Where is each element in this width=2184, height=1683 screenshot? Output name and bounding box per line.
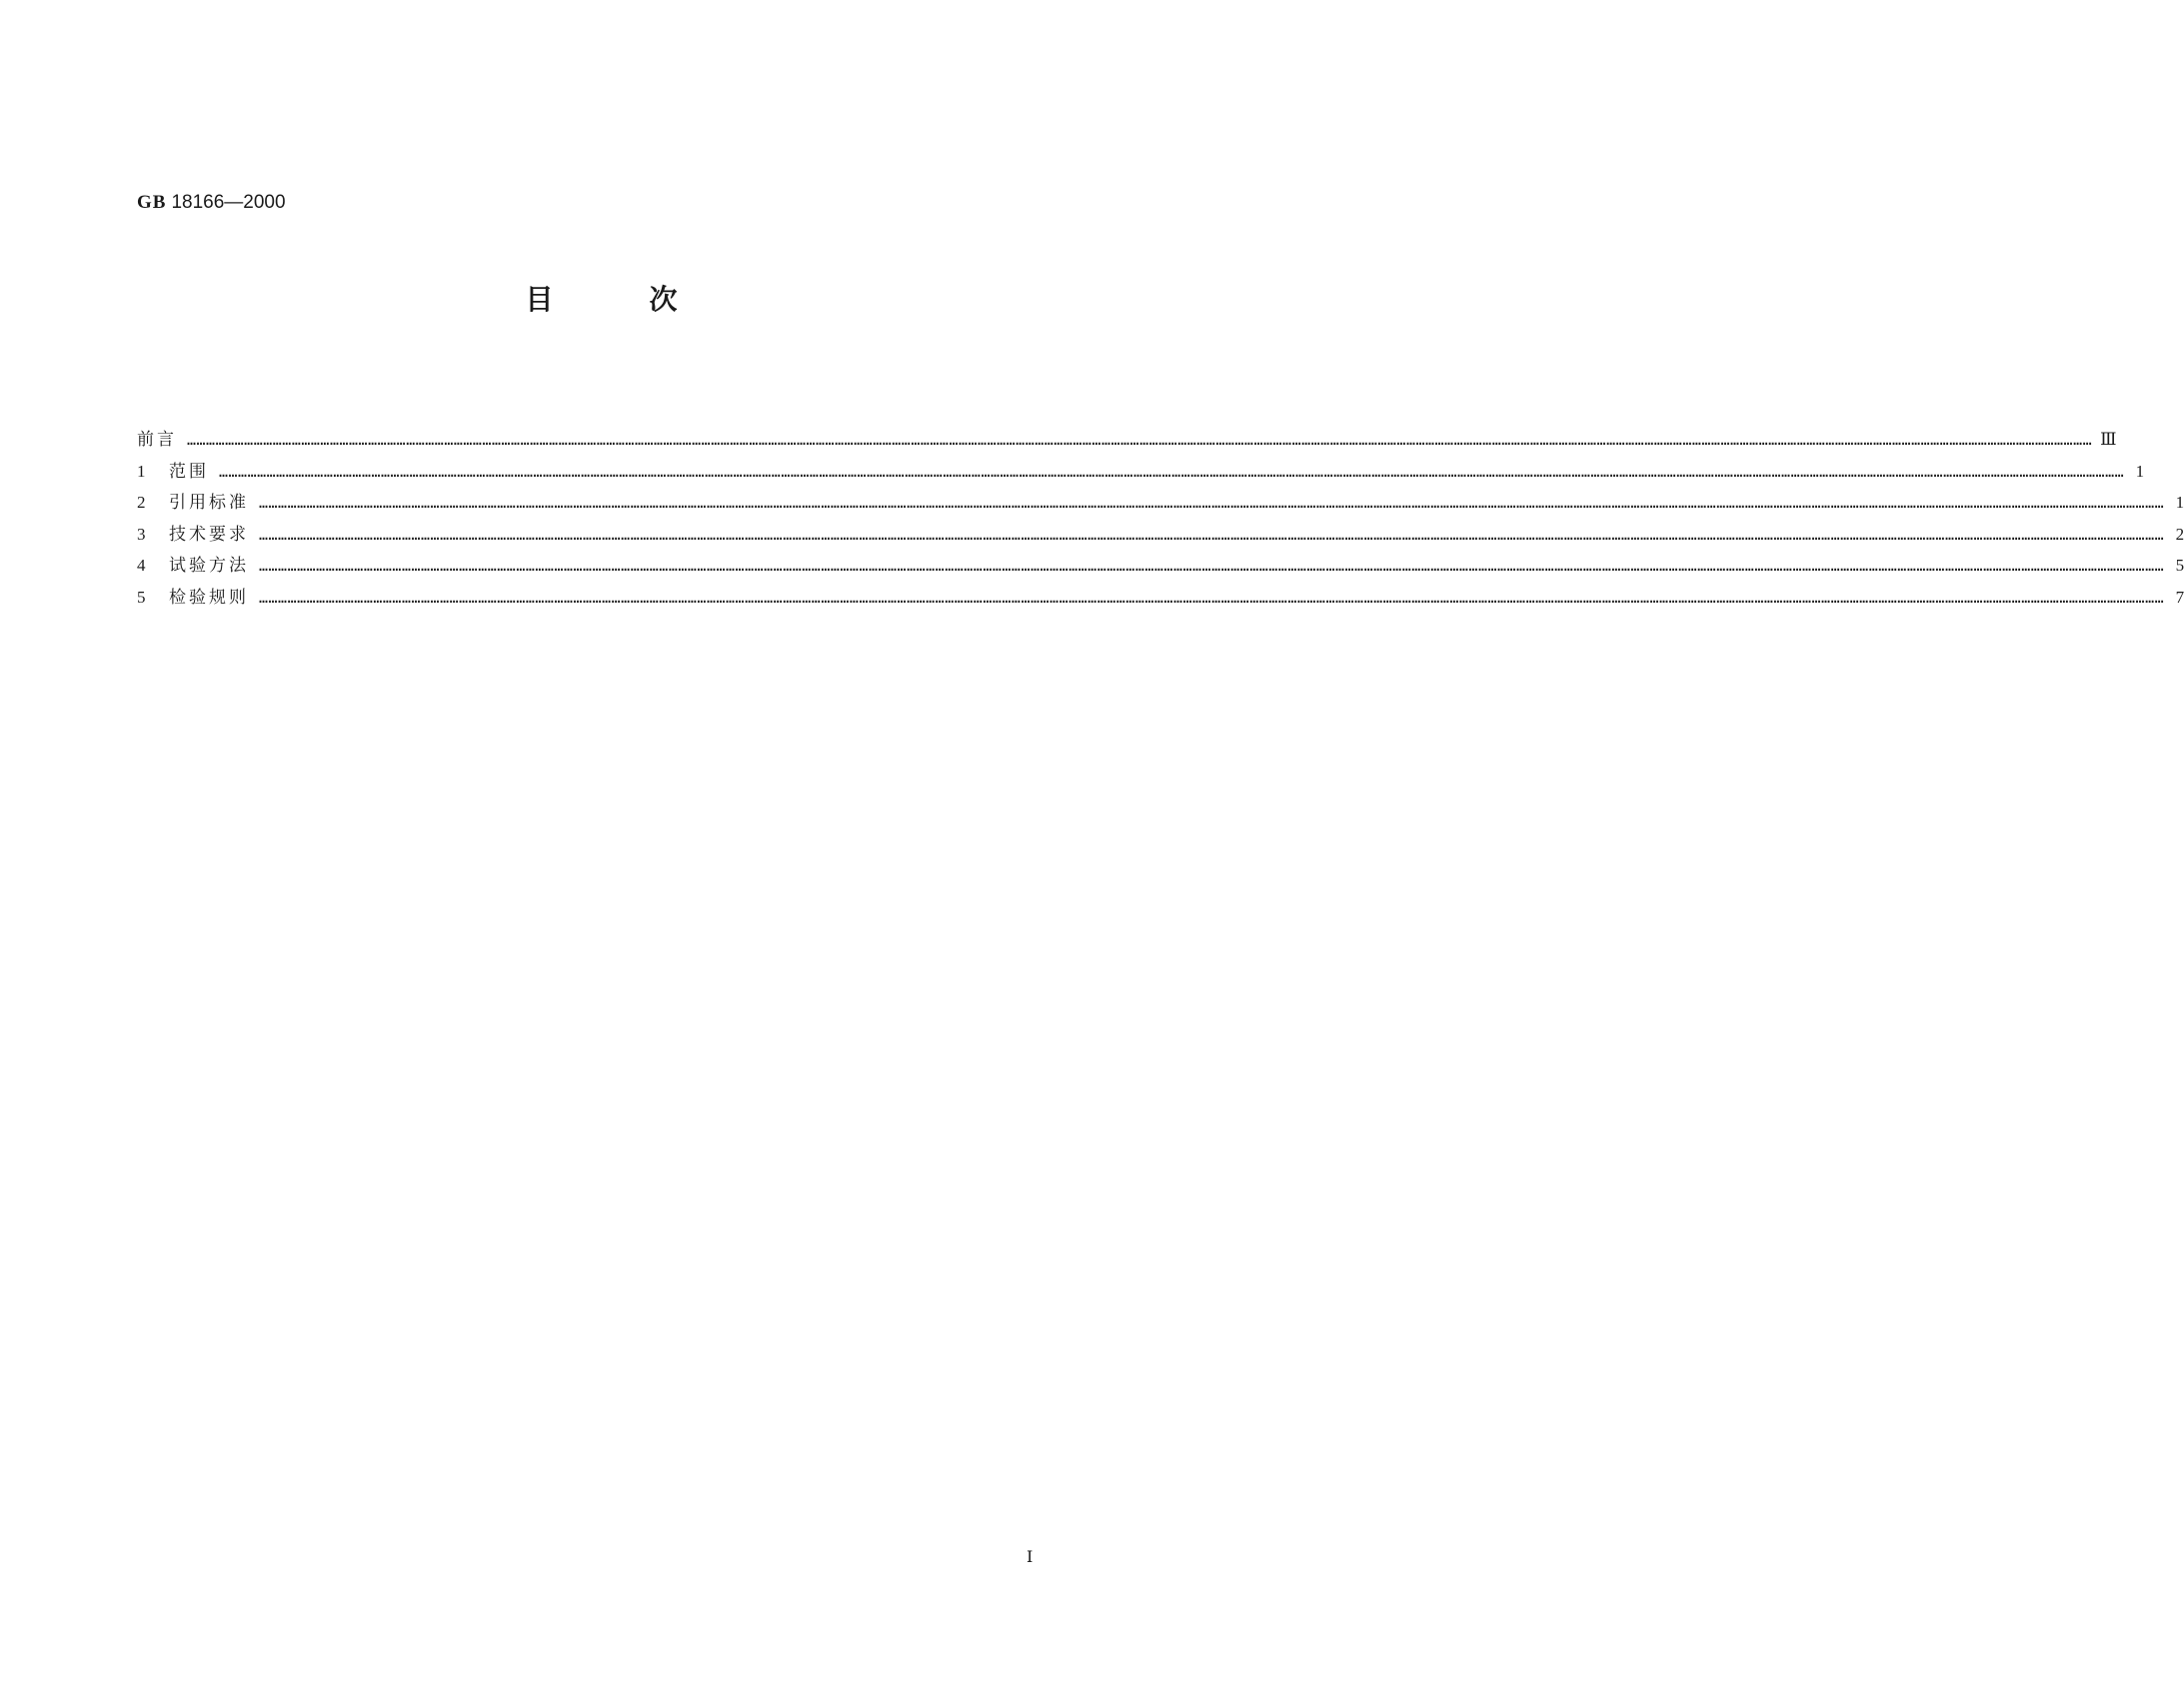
toc-entry-page: 2 [2175, 524, 2184, 544]
toc-entry-label: 引用标准 [169, 493, 249, 514]
toc-title-char-2: 次 [649, 283, 678, 316]
standard-prefix: GB [137, 192, 167, 213]
toc-entry-number: 3 [137, 524, 146, 544]
toc-entry-label: 试验方法 [169, 556, 249, 577]
toc-entry-label: 范围 [169, 461, 209, 482]
toc-entry-normative-references[interactable] [137, 491, 2184, 523]
toc-entry-label: 前言 [137, 430, 177, 450]
toc-entry-technical-requirements[interactable] [137, 523, 2184, 555]
toc-entry-page: 7 [2175, 587, 2184, 607]
toc-entry-inspection-rules[interactable] [137, 586, 2184, 618]
dot-leader: …………………………………………………………………………………………………………………………………………………………………………………………………………………………………………………………………………………………………………………………………………………………………………………………………………………………………………………………………………………………………………………………………………………… [259, 525, 2165, 544]
toc-entry-page: Ⅲ [2100, 430, 2117, 449]
standard-code [137, 190, 286, 215]
toc-entry-scope[interactable] [137, 460, 2145, 492]
toc-entry-number: 5 [137, 587, 146, 607]
table-of-contents [137, 428, 2184, 618]
toc-entry-number: 2 [137, 493, 146, 513]
dot-leader: …………………………………………………………………………………………………………………………………………………………………………………………………………………………………………………………………………………………………………………………………………………………………………………………………………………………………………………………………………………………………………………………………………………… [259, 494, 2165, 513]
dot-leader: …………………………………………………………………………………………………………………………………………………………………………………………………………………………………………………………………………………………………………………………………………………………………………………………………………………………………………………………………………………………………………………………………………………… [259, 588, 2165, 607]
toc-entry-page: 5 [2175, 556, 2184, 576]
toc-title [0, 282, 1190, 318]
toc-entry-label: 技术要求 [169, 524, 249, 545]
toc-entry-label: 检验规则 [169, 587, 249, 608]
standard-number: 18166—2000 [171, 192, 286, 213]
toc-entry-test-methods[interactable] [137, 554, 2184, 586]
toc-entry-number: 1 [137, 461, 146, 481]
toc-title-char-1: 目 [525, 283, 554, 316]
toc-entry-page: 1 [2175, 493, 2184, 513]
dot-leader: …………………………………………………………………………………………………………………………………………………………………………………………………………………………………………………………………………………………………………………………………………………………………………………………………………………………………………………………………………………………………………………………………………………… [187, 431, 2093, 449]
page-number: Ⅰ [1027, 1549, 1034, 1566]
toc-entry-page: 1 [2135, 461, 2145, 481]
dot-leader: …………………………………………………………………………………………………………………………………………………………………………………………………………………………………………………………………………………………………………………………………………………………………………………………………………………………………………………………………………………………………………………………………………………… [219, 462, 2125, 481]
toc-entry-foreword[interactable] [137, 428, 2117, 460]
dot-leader: …………………………………………………………………………………………………………………………………………………………………………………………………………………………………………………………………………………………………………………………………………………………………………………………………………………………………………………………………………………………………………………………………………………… [259, 557, 2165, 576]
toc-entry-number: 4 [137, 556, 146, 576]
